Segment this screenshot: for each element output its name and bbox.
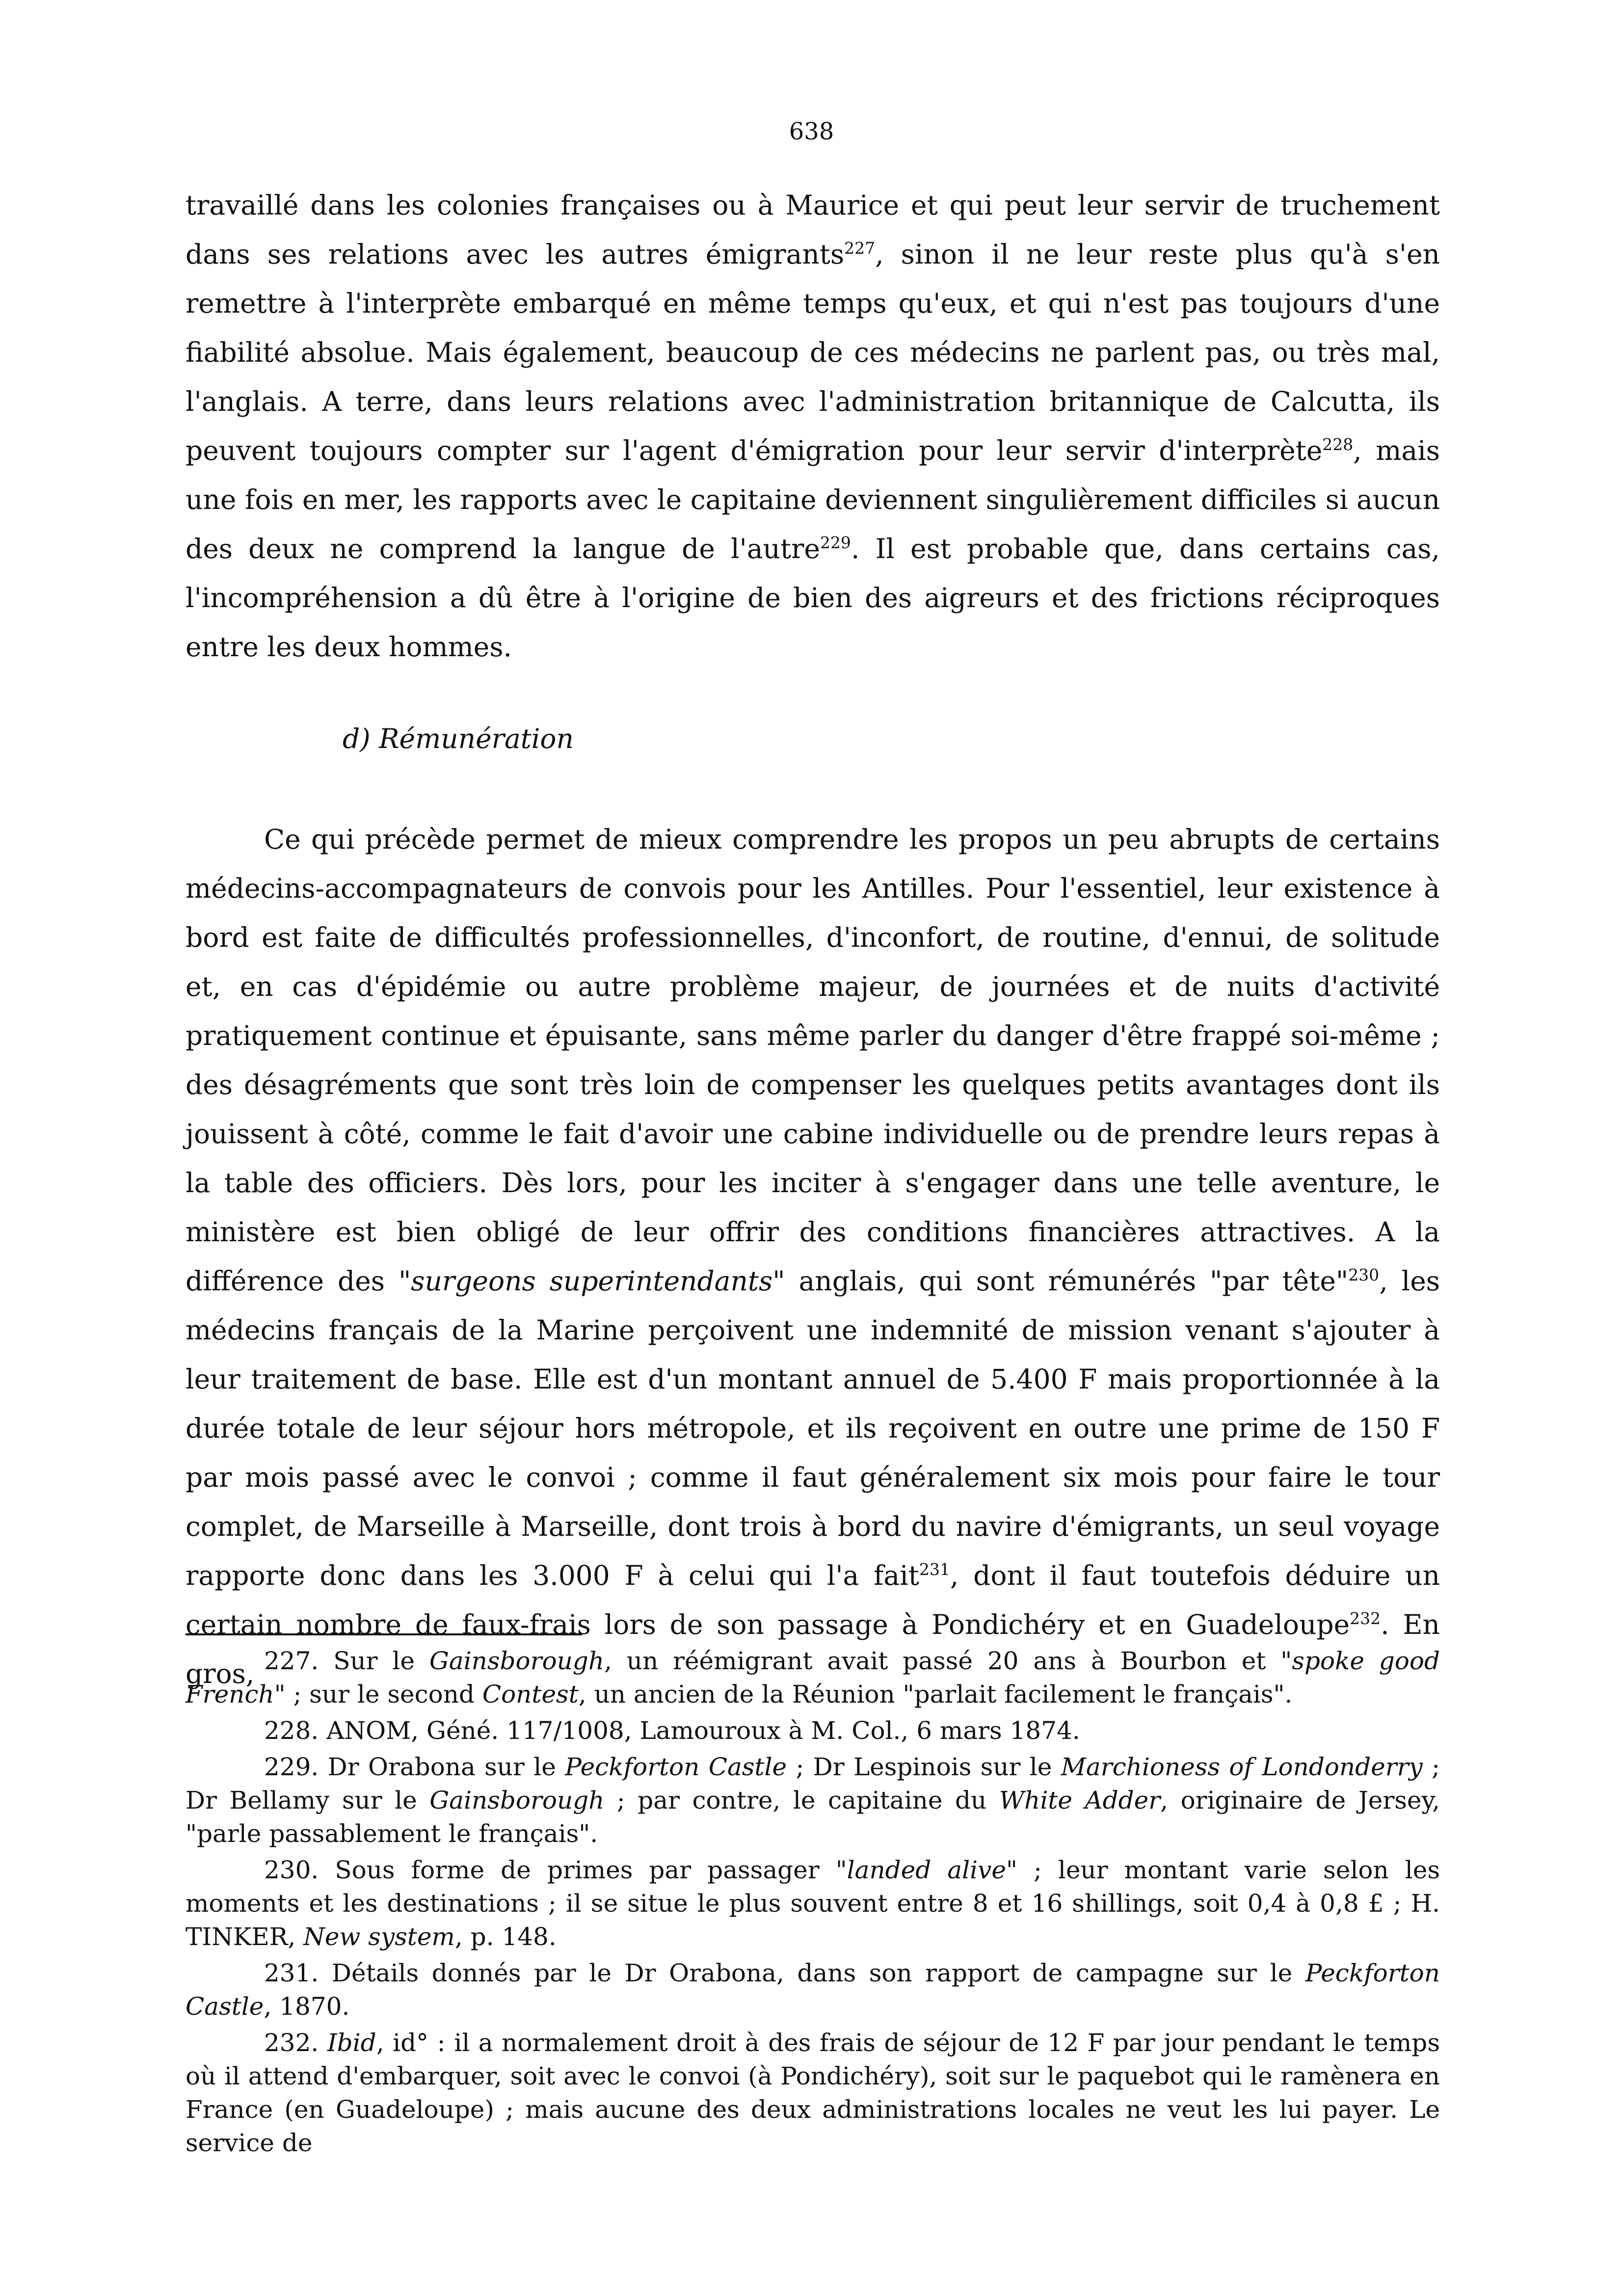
italic-text: Gainsborough xyxy=(429,1786,605,1815)
italic-text: landed alive xyxy=(847,1856,1006,1884)
footnote xyxy=(186,2026,1440,2160)
body-paragraph-1 xyxy=(186,181,1440,671)
italic-text: White Adder xyxy=(999,1786,1161,1815)
italic-text: Gainsborough xyxy=(429,1647,605,1675)
text-run: 230. Sous forme de primes par passager " xyxy=(264,1856,847,1884)
italic-text: Ibid xyxy=(327,2029,376,2057)
text-run: . Il est probable que, dans certains cas, l'incompréhension a dû être à l'origine de bien des aigreurs et des frictions réciproques entre les deux hommes. xyxy=(186,533,1440,663)
text-run: , id° : il a normalement droit à des frais de séjour de 12 F par jour pendant le temps où il attend d'embarquer, soit avec le convoi (à Pondichéry), soit sur le paquebot qui le ramènera en France (en Guadeloupe) ; mais aucune des deux administrations locales ne veut les lui payer. Le service de xyxy=(186,2029,1440,2157)
footnote-reference: 227 xyxy=(844,239,876,258)
text-run: " ; sur le second xyxy=(274,1680,482,1709)
italic-text: surgeons superintendants xyxy=(411,1265,773,1297)
text-run: 229. Dr Orabona sur le xyxy=(264,1753,565,1781)
text-run: 231. Détails donnés par le Dr Orabona, dans son rapport de campagne sur le xyxy=(264,1959,1305,1987)
text-run: , sinon il ne leur reste plus qu'à s'en remettre à l'interprète embarqué en même temps qu'eux, et qui n'est pas toujours d'une fiabilité absolue. Mais également, beaucoup de ces médecins ne parlent pas, ou très mal, l'anglais. A terre, dans leurs relations avec l'administration britannique de Calcutta, ils peuvent toujours compter sur l'agent d'émigration pour leur servir d'interprète xyxy=(186,239,1440,466)
italic-text: spoke good French xyxy=(186,1647,1440,1709)
text-run: , dont il faut toutefois déduire un certain nombre de faux-frais lors de son passage à Pondichéry et en Guadeloupe xyxy=(186,1560,1440,1640)
footnote xyxy=(186,1956,1440,2023)
text-run: , un réémigrant avait passé 20 ans à Bourbon et " xyxy=(604,1647,1292,1675)
text-run: Ce qui précède permet de mieux comprendre les propos un peu abrupts de certains médecins-accompagnateurs de convois pour les Antilles. Pour l'essentiel, leur existence à bord est faite de difficultés professionnelles, d'inconfort, de routine, d'ennui, de solitude et, en cas d'épidémie ou autre problème majeur, de journées et de nuits d'activité pratiquement continue et épuisante, sans même parler du danger d'être frappé soi-même ; des désagréments que sont très loin de compenser les quelques petits avantages dont ils jouissent à côté, comme le fait d'avoir une cabine individuelle ou de prendre leurs repas à la table des officiers. Dès lors, pour les inciter à s'engager dans une telle aventure, le ministère est bien obligé de leur offrir des conditions financières attractives. A la différence des " xyxy=(186,824,1440,1297)
text-run: 232. xyxy=(264,2029,327,2057)
italic-text: Contest xyxy=(482,1680,579,1709)
text-run: " anglais, qui sont rémunérés "par tête" xyxy=(772,1265,1349,1297)
footnote-reference: 230 xyxy=(1348,1265,1380,1285)
footnote-reference: 232 xyxy=(1350,1609,1381,1629)
footnote xyxy=(186,1644,1440,1711)
text-run: , les médecins français de la Marine perçoivent une indemnité de mission venant s'ajouter à leur traitement de base. Elle est d'un montant annuel de 5.400 F mais proportionnée à la durée totale de leur séjour hors métropole, et ils reçoivent en outre une prime de 150 F par mois passé avec le convoi ; comme il faut généralement six mois pour faire le tour complet, de Marseille à Marseille, dont trois à bord du navire d'émigrants, un seul voyage rapporte donc dans les 3.000 F à celui qui l'a fait xyxy=(186,1265,1440,1591)
italic-text: New system xyxy=(303,1922,455,1951)
footnote-reference: 231 xyxy=(919,1560,950,1579)
text-run: " ; leur montant varie selon les moments et les destinations ; il se situe le plus souvent entre 8 et 16 shillings, soit 0,4 à 0,8 £ ; H. TINKER, xyxy=(186,1856,1440,1951)
text-run: ; Dr Lespinois sur le xyxy=(787,1753,1061,1781)
footnotes xyxy=(186,1644,1440,2163)
text-run: ; Dr Bellamy sur le xyxy=(186,1753,1440,1815)
text-run: ; par contre, le capitaine du xyxy=(604,1786,999,1815)
body-paragraph-2 xyxy=(186,815,1440,1698)
footnote-reference: 229 xyxy=(820,533,851,553)
footnote-separator xyxy=(186,1633,582,1635)
footnote xyxy=(186,1714,1440,1747)
text-run: , mais une fois en mer, les rapports avec le capitaine deviennent singulièrement difficiles si aucun des deux ne comprend la langue de l'autre xyxy=(186,435,1440,564)
footnote xyxy=(186,1750,1440,1850)
text-run: , p. 148. xyxy=(454,1922,557,1951)
text-run: travaillé dans les colonies françaises ou à Maurice et qui peut leur servir de truchement dans ses relations avec les autres émigrants xyxy=(186,189,1440,270)
italic-text: Peckforton Castle xyxy=(186,1959,1440,2021)
footnote xyxy=(186,1853,1440,1953)
footnote-reference: 228 xyxy=(1322,435,1354,454)
text-run: 228. ANOM, Géné. 117/1008, Lamouroux à M. Col., 6 mars 1874. xyxy=(264,1716,1080,1745)
text-run: , 1870. xyxy=(264,1992,350,2021)
text-run: , un ancien de la Réunion "parlait facilement le français". xyxy=(578,1680,1293,1709)
italic-text: Marchioness of Londonderry xyxy=(1061,1753,1423,1781)
text-run: 227. Sur le xyxy=(264,1647,429,1675)
section-heading: d) Rémunération xyxy=(343,723,574,754)
page-number: 638 xyxy=(789,118,834,145)
italic-text: Peckforton Castle xyxy=(565,1753,787,1781)
text-run: , originaire de Jersey, "parle passablement le français". xyxy=(186,1786,1440,1848)
text-run: . En gros, xyxy=(186,1609,1440,1689)
